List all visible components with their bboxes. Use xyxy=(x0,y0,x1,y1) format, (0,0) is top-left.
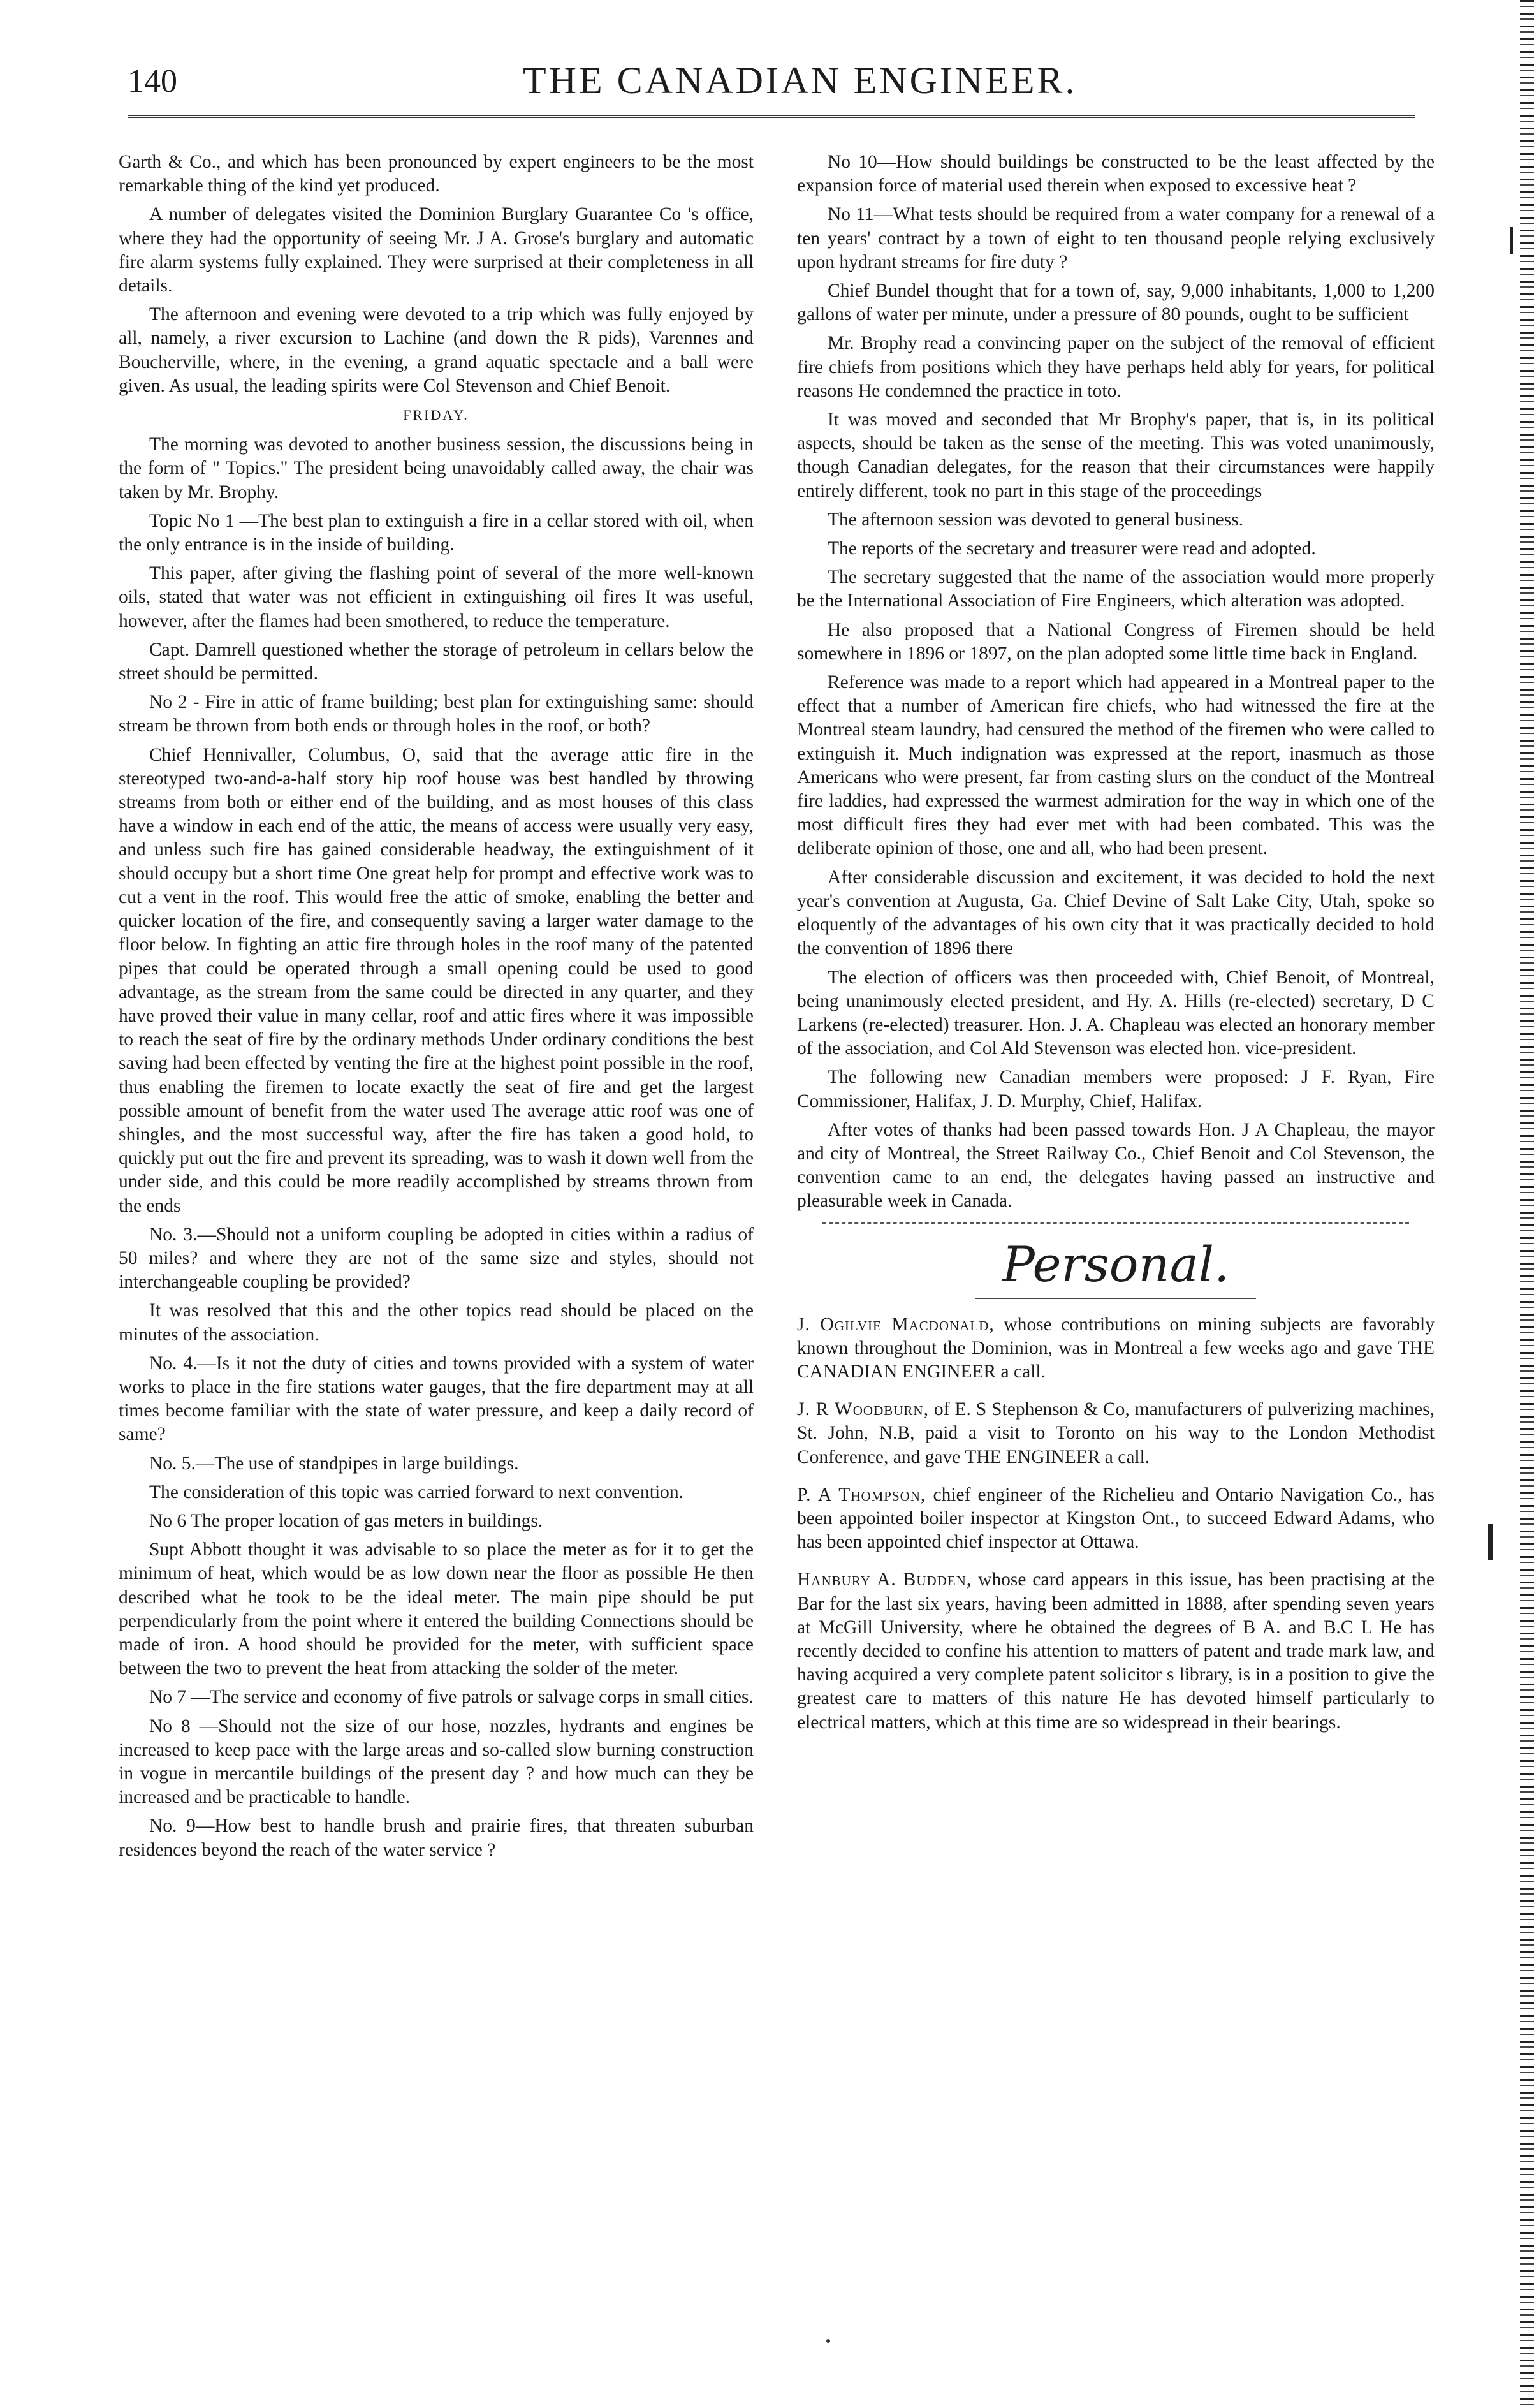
personal-item xyxy=(797,1398,1435,1469)
personal-name: J. R Woodburn, xyxy=(797,1399,929,1420)
margin-mark xyxy=(1510,227,1513,254)
paragraph: It was resolved that this and the other topics read should be placed on the minutes of the association. xyxy=(119,1300,754,1345)
margin-mark xyxy=(1488,1524,1493,1560)
paragraph: No. 4.—Is it not the duty of cities and towns provided with a system of water works to place in the fire stations water gauges, that the fire department may at all times become familiar with the state of water pressure, and keep a daily record of same? xyxy=(119,1353,754,1445)
paragraph: The reports of the secretary and treasurer were read and adopted. xyxy=(828,538,1316,559)
section-divider xyxy=(822,1222,1409,1224)
paragraph: The morning was devoted to another business session, the discussions being in the form of " Topics." The president being unavoidably called away, the chair was taken by Mr. Brophy. xyxy=(119,434,754,503)
paragraph: After votes of thanks had been passed towards Hon. J A Chapleau, the mayor and city of Montreal, the Street Railway Co., Chief Benoit and Col Stevenson, the convention came to an end, the delegates having passed an instructive and pleasurable week in Canada. xyxy=(797,1119,1435,1212)
paragraph: The afternoon session was devoted to general business. xyxy=(828,509,1244,530)
paragraph: No 8 —Should not the size of our hose, nozzles, hydrants and engines be increased to keep pace with the large areas and so-called slow burning construction in vogue in mercantile buildings of the present day ? and how much can they be increased and be practicable to handle. xyxy=(119,1715,754,1808)
personal-text: chief engineer of the Richelieu and Ontario Navigation Co., has been appointed boiler inspector at Kingston Ont., to succeed Edward Adams, who has been appointed chief inspector at Ottawa. xyxy=(797,1484,1435,1553)
paragraph: The following new Canadian members were proposed: J F. Ryan, Fire Commissioner, Halifax, J. D. Murphy, Chief, Halifax. xyxy=(797,1067,1435,1112)
scan-edge xyxy=(1520,0,1534,2408)
friday-heading: FRIDAY. xyxy=(403,407,469,423)
paragraph: Chief Hennivaller, Columbus, O, said that the average attic fire in the stereotyped two-and-a-half story hip roof house was best handled by throwing streams from both or either end of the building, and as most houses of this class have a window in each end of the attic, the means of access were usually very easy, and unless such fire has gained considerable headway, the extinguishment of it should occupy but a short time One great help for prompt and effective work was to cut a vent in the roof. This would free the attic of smoke, enabling the better and quicker location of the fire, and consequently saving a larger water damage to the floor below. In fighting an attic fire through holes in the roof many of the patented pipes that could be operated through a small opening could be used to good advantage, as the stream from the same could be directed in any quarter, and they have proved their value in many cellar, roof and attic fires where it was impossible to reach the seat of fire by the ordinary methods Under ordinary conditions the best saving had been effected by venting the fire at the highest point possible in the roof, thus enabling the firemen to locate exactly the seat of fire and get the largest possible amount of benefit from the water used The average attic roof was one of shingles, and the most successful way, after the fire has taken a good hold, to quickly put out the fire and prevent its spreading, was to wash it down well from the under side, and this could be more readily accomplished by streams thrown from the ends xyxy=(119,744,754,1216)
paragraph: The secretary suggested that the name of the association would more properly be the International Association of Fire Engineers, which alteration was adopted. xyxy=(797,567,1435,612)
paragraph: Chief Bundel thought that for a town of, say, 9,000 inhabitants, 1,000 to 1,200 gallons of water per minute, under a pressure of 80 pounds, ought to be sufficient xyxy=(797,281,1435,325)
paragraph: No 6 The proper location of gas meters in buildings. xyxy=(149,1510,543,1531)
paragraph: No 7 —The service and economy of five patrols or salvage corps in small cities. xyxy=(149,1687,754,1708)
paragraph: Mr. Brophy read a convincing paper on the subject of the removal of efficient fire chiefs from positions which they have perhaps held ably for years, for political reasons He condemned the practice in toto. xyxy=(797,333,1435,401)
paragraph: It was moved and seconded that Mr Brophy's paper, that is, in its political aspects, should be taken as the sense of the meeting. This was voted unanimously, though Canadian delegates, for the reason that their circumstances were happily entirely different, took no part in this stage of the proceedings xyxy=(797,409,1435,501)
stray-dot xyxy=(826,2339,830,2343)
personal-name: P. A Thompson, xyxy=(797,1484,926,1505)
personal-item xyxy=(797,1313,1435,1384)
personal-name: Hanbury A. Budden, xyxy=(797,1569,972,1590)
personal-item xyxy=(797,1483,1435,1555)
personal-item xyxy=(797,1568,1435,1734)
paragraph: Topic No 1 —The best plan to extinguish a fire in a cellar stored with oil, when the only entrance is in the inside of building. xyxy=(119,510,754,555)
paragraph: Reference was made to a report which had appeared in a Montreal paper to the effect that a number of American fire chiefs, who had witnessed the fire at the Montreal steam laundry, had censured the method of the firemen who were called to extinguish it. Much indignation was expressed at the report, inasmuch as those Americans who were present, far from casting slurs on the conduct of the Montreal fire laddies, had expressed the warmest admiration for the way in which one of the most difficult fires they had ever met with had been combated. This was the deliberate opinion of those, one and all, who had been present. xyxy=(797,672,1435,859)
paragraph: The consideration of this topic was carried forward to next convention. xyxy=(149,1481,684,1502)
paragraph: Supt Abbott thought it was advisable to so place the meter as for it to get the minimum of heat, which would be as low down near the floor as possible He then described what he took to be the ideal meter. The main pipe should be put perpendicularly from the point where it entered the building Connections should be made of iron. A hood should be provided for the meter, with sufficient space between the two to prevent the heat from attacking the solder of the meter. xyxy=(119,1539,754,1679)
page-header xyxy=(128,54,1415,130)
page-number: 140 xyxy=(128,63,177,99)
paragraph: Capt. Damrell questioned whether the storage of petroleum in cellars below the street should be permitted. xyxy=(119,639,754,684)
personal-section xyxy=(797,1313,1435,1735)
personal-name: J. Ogilvie Macdonald, xyxy=(797,1314,995,1335)
paragraph: A number of delegates visited the Dominion Burglary Guarantee Co 's office, where they had the opportunity of seeing Mr. J A. Grose's burglary and automatic fire alarm systems fully explained. They were surprised at their completeness in all details. xyxy=(119,204,754,297)
header-rule xyxy=(128,115,1415,118)
paragraph: No. 9—How best to handle brush and prairie fires, that threaten suburban residences beyond the reach of the water service ? xyxy=(119,1816,754,1860)
paragraph: He also proposed that a National Congress of Firemen should be held somewhere in 1896 or 1897, on the plan adopted some little time back in England. xyxy=(797,619,1435,664)
personal-text: of E. S Stephenson & Co, manufacturers of pulverizing machines, St. John, N.B, paid a visit to Toronto on his way to the London Methodist Conference, and gave THE ENGINEER a call. xyxy=(797,1399,1435,1467)
personal-heading-rule xyxy=(975,1298,1256,1299)
paragraph: Garth & Co., and which has been pronounced by expert engineers to be the most remarkable thing of the kind yet produced. xyxy=(119,152,754,196)
personal-text: whose card appears in this issue, has been practising at the Bar for the last six years, having been admitted in 1888, after spending seven years at McGill University, where he obtained the degrees of B A. and B.C L He has recently decided to confine his attention to matters of patent and trade mark law, and having acquired a very complete patent solicitor s library, is in a position to give the greatest care to matters of this nature He has devoted himself particularly to electrical matters, which at this time are so widespread in their bearings. xyxy=(797,1569,1435,1733)
paragraph: No 10—How should buildings be constructed to be the least affected by the expansion force of material used therein when exposed to excessive heat ? xyxy=(797,152,1435,196)
journal-title: THE CANADIAN ENGINEER. xyxy=(523,59,1077,101)
paragraph: This paper, after giving the flashing point of several of the more well-known oils, stated that water was not efficient in extinguishing oil fires It was useful, however, after the flames had been smothered, to reduce the temperature. xyxy=(119,563,754,631)
paragraph: After considerable discussion and excitement, it was decided to hold the next year's convention at Augusta, Ga. Chief Devine of Salt Lake City, Utah, spoke so eloquently of the advantages of his own city that it was practically decided to hold the convention of 1896 there xyxy=(797,867,1435,959)
personal-heading: Personal. xyxy=(1002,1235,1230,1293)
personal-text: whose contributions on mining subjects are favorably known throughout the Dominion, was in Montreal a few weeks ago and gave THE CANADIAN ENGINEER a call. xyxy=(797,1314,1435,1382)
paragraph: No. 5.—The use of standpipes in large buildings. xyxy=(149,1453,519,1474)
right-column xyxy=(797,150,1435,2255)
paragraph: No. 3.—Should not a uniform coupling be adopted in cities within a radius of 50 miles? and where they are not of the same size and styles, should not interchangeable coupling be provided? xyxy=(119,1224,754,1293)
paragraph: No 11—What tests should be required from a water company for a renewal of a ten years' contract by a town of eight to ten thousand people relying exclusively upon hydrant streams for fire duty ? xyxy=(797,204,1435,272)
left-column xyxy=(119,150,754,2242)
paragraph: The election of officers was then proceeded with, Chief Benoit, of Montreal, being unanimously elected president, and Hy. A. Hills (re-elected) secretary, D C Larkens (re-elected) treasurer. Hon. J. A. Chapleau was elected an honorary member of the association, and Col Ald Stevenson was elected hon. vice-president. xyxy=(797,967,1435,1059)
paragraph: No 2 - Fire in attic of frame building; best plan for extinguishing same: should stream be thrown from both ends or through holes in the roof, or both? xyxy=(119,692,754,737)
paragraph: The afternoon and evening were devoted to a trip which was fully enjoyed by all, namely, a river excursion to Lachine (and down the R pids), Varennes and Boucherville, where, in the evening, a grand aquatic spectacle and a ball were given. As usual, the leading spirits were Col Stevenson and Chief Benoit. xyxy=(119,304,754,396)
